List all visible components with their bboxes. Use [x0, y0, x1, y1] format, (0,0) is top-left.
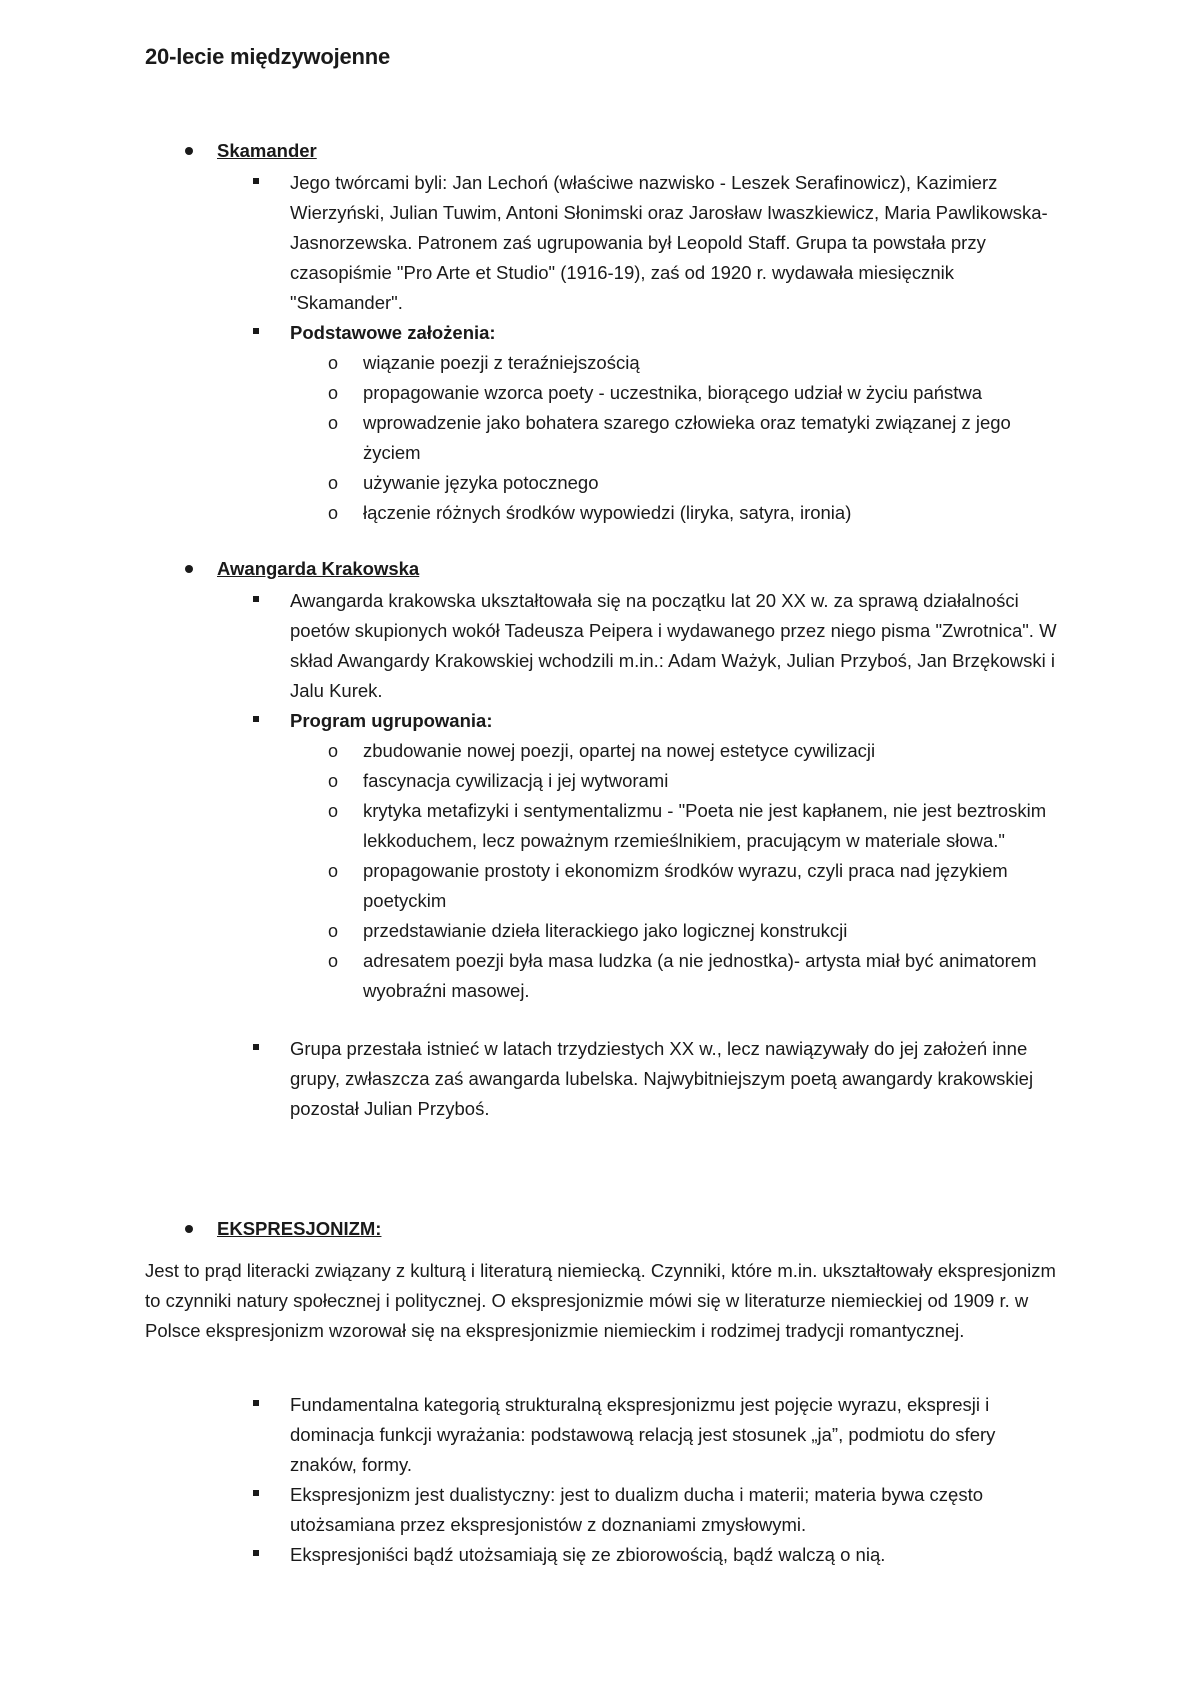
bullet-dot-icon: [185, 147, 193, 155]
sub-list-item: [328, 766, 1063, 796]
item-text: Fundamentalna kategorią strukturalną ekspresjonizmu jest pojęcie wyrazu, ekspresji i dominacja funkcji wyrażania: podstawową relacją jest stosunek „ja”, podmiotu do sfery znaków, formy.: [290, 1394, 996, 1475]
circle-bullet-icon: o: [328, 503, 339, 523]
list-item: [290, 168, 1060, 318]
square-bullet-icon: [253, 1044, 259, 1050]
sub-list-item: [328, 408, 1063, 468]
circle-bullet-icon: o: [328, 473, 339, 493]
document-title: 20-lecie międzywojenne: [145, 44, 391, 69]
square-bullet-icon: [253, 1550, 259, 1556]
list-item: [290, 1390, 1060, 1480]
section-heading: Awangarda Krakowska: [217, 558, 420, 579]
sub-list-item: [328, 498, 1063, 528]
item-text: Ekspresjonizm jest dualistyczny: jest to dualizm ducha i materii; materia bywa często utożsamiana przez ekspresjonistów z doznaniami zmysłowymi.: [290, 1484, 983, 1535]
item-text: łączenie różnych środków wypowiedzi (liryka, satyra, ironia): [363, 502, 852, 523]
item-text: Ekspresjoniści bądź utożsamiają się ze zbiorowością, bądź walczą o nią.: [290, 1544, 886, 1565]
square-bullet-icon: [253, 1400, 259, 1406]
circle-bullet-icon: o: [328, 353, 339, 373]
circle-bullet-icon: o: [328, 921, 339, 941]
bullet-dot-icon: [185, 1225, 193, 1233]
item-text: Grupa przestała istnieć w latach trzydziestych XX w., lecz nawiązywały do jej założeń inne grupy, zwłaszcza zaś awangarda lubelska. Najwybitniejszym poetą awangardy krakowskiej pozostał Julian Przyboś.: [290, 1038, 1034, 1119]
sub-list-item: [328, 348, 1063, 378]
sub-list-item: [328, 946, 1063, 1006]
item-text: propagowanie wzorca poety - uczestnika, biorącego udział w życiu państwa: [363, 382, 983, 403]
section-heading-row: [0, 1216, 1200, 1246]
square-bullet-icon: [253, 328, 259, 334]
item-text: Jego twórcami byli: Jan Lechoń (właściwe nazwisko - Leszek Serafinowicz), Kazimierz Wierzyński, Julian Tuwim, Antoni Słonimski oraz Jarosław Iwaszkiewicz, Maria Pawlikowska-Jasnorzewska. Patronem zaś ugrupowania był Leopold Staff. Grupa ta powstała przy czasopiśmie "Pro Arte et Studio" (1916-19), zaś od 1920 r. wydawała miesięcznik "Skamander".: [290, 172, 1048, 313]
sub-list-item: [328, 916, 1063, 946]
square-bullet-icon: [253, 178, 259, 184]
list-item: [290, 1540, 1060, 1570]
circle-bullet-icon: o: [328, 801, 339, 821]
item-text: Awangarda krakowska ukształtowała się na początku lat 20 XX w. za sprawą działalności poetów skupionych wokół Tadeusza Peipera i wydawanego przez niego pisma "Zwrotnica". W skład Awangardy Krakowskiej wchodzili m.in.: Adam Ważyk, Julian Przyboś, Jan Brzękowski i Jalu Kurek.: [290, 590, 1057, 701]
sub-list-item: [328, 736, 1063, 766]
section-skamander: [0, 138, 1200, 528]
bullet-dot-icon: [185, 565, 193, 573]
list-item: [290, 586, 1060, 706]
item-text: wprowadzenie jako bohatera szarego człowieka oraz tematyki związanej z jego życiem: [363, 412, 1011, 463]
list-item: [290, 318, 1060, 348]
section-heading: EKSPRESJONIZM:: [217, 1218, 382, 1239]
sub-list-item: [328, 378, 1063, 408]
square-bullet-icon: [253, 1490, 259, 1496]
item-text: propagowanie prostoty i ekonomizm środków wyrazu, czyli praca nad językiem poetyckim: [363, 860, 1008, 911]
item-text: używanie języka potocznego: [363, 472, 599, 493]
item-text: Program ugrupowania:: [290, 710, 493, 731]
item-text: fascynacja cywilizacją i jej wytworami: [363, 770, 669, 791]
list-item: [290, 706, 1060, 736]
ekspresjonizm-list: [0, 1390, 1200, 1570]
item-text: adresatem poezji była masa ludzka (a nie jednostka)- artysta miał być animatorem wyobraźni masowej.: [363, 950, 1037, 1001]
square-bullet-icon: [253, 596, 259, 602]
section-ekspresjonizm: [0, 1216, 1200, 1246]
list-item: [290, 1034, 1060, 1124]
sub-list-item: [328, 468, 1063, 498]
item-text: zbudowanie nowej poezji, opartej na nowej estetyce cywilizacji: [363, 740, 876, 761]
section-awangarda: [0, 556, 1200, 1124]
section-heading: Skamander: [217, 140, 317, 161]
section-heading-row: [0, 556, 1200, 586]
item-text: przedstawianie dzieła literackiego jako logicznej konstrukcji: [363, 920, 848, 941]
circle-bullet-icon: o: [328, 951, 339, 971]
square-bullet-icon: [253, 716, 259, 722]
section-heading-row: [0, 138, 1200, 168]
item-text: krytyka metafizyki i sentymentalizmu - "Poeta nie jest kapłanem, nie jest beztroskim lekkoduchem, lecz poważnym rzemieślnikiem, pracującym w materiale słowa.": [363, 800, 1047, 851]
circle-bullet-icon: o: [328, 383, 339, 403]
circle-bullet-icon: o: [328, 741, 339, 761]
item-text: wiązanie poezji z teraźniejszością: [363, 352, 640, 373]
paragraph: Jest to prąd literacki związany z kulturą i literaturą niemiecką. Czynniki, które m.in. ukształtowały ekspresjonizm to czynniki natury społecznej i politycznej. O ekspresjonizmie mówi się w literaturze niemieckiej od 1909 r. w Polsce ekspresjonizm wzorował się na ekspresjonizmie niemieckim i rodzimej tradycji romantycznej.: [145, 1260, 1056, 1341]
circle-bullet-icon: o: [328, 861, 339, 881]
list-item: [290, 1480, 1060, 1540]
sub-list-item: [328, 796, 1063, 856]
sub-list-item: [328, 856, 1063, 916]
item-text: Podstawowe założenia:: [290, 322, 496, 343]
circle-bullet-icon: o: [328, 771, 339, 791]
circle-bullet-icon: o: [328, 413, 339, 433]
